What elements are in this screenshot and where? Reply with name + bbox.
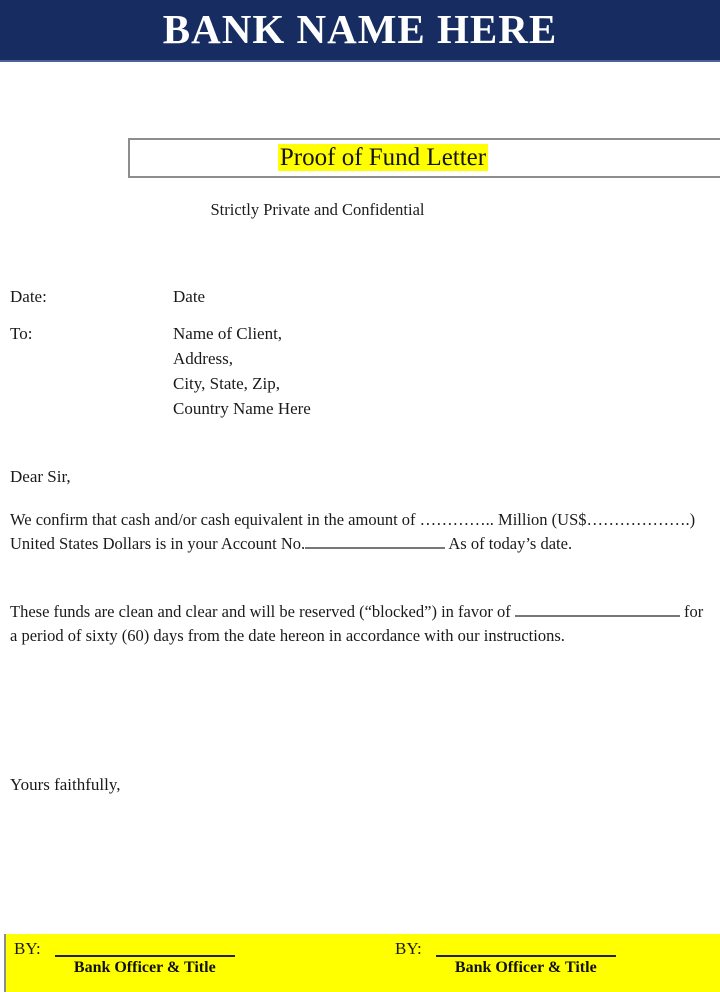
signature-fields-left: [55, 938, 235, 978]
bank-name-heading: BANK NAME HERE: [162, 6, 558, 52]
date-label: Date:: [10, 287, 47, 306]
signature-caption-left: Bank Officer & Title: [73, 959, 216, 976]
closing-salutation: Yours faithfully,: [10, 775, 121, 794]
recipient-address: [173, 321, 510, 421]
signature-row-left: [14, 938, 371, 978]
signature-band: [4, 934, 720, 992]
document-title-inner: [130, 140, 720, 179]
signature-line-left[interactable]: [55, 938, 235, 957]
recipient-row: [10, 321, 510, 421]
confidentiality-notice: Strictly Private and Confidential: [210, 200, 425, 219]
beneficiary-blank-rule: [515, 615, 680, 617]
signature-by-label-left: BY:: [14, 939, 41, 958]
account-number-blank-rule: [305, 547, 445, 549]
signature-line-right[interactable]: [436, 938, 616, 957]
recipient-line-name: Name of Client,: [173, 324, 283, 343]
signature-block-left: [6, 934, 371, 992]
body-paragraph-two: [10, 600, 710, 648]
body-paragraph-one: [10, 508, 710, 556]
document-title-box: [128, 138, 720, 178]
paragraph-two-text: These funds are clean and clear and will be reserved (“blocked”) in favor of: [10, 602, 511, 621]
signature-row-right: [395, 938, 720, 978]
bank-header-banner: [0, 0, 720, 62]
date-value: Date: [173, 287, 206, 306]
to-label: To:: [10, 324, 33, 343]
signature-fields-right: [436, 938, 616, 978]
paragraph-one-text: We confirm that cash and/or cash equivalent in the amount of ………….. Million (US$……………….) United States Dollars is in your Account No.: [10, 510, 696, 553]
recipient-line-city: City, State, Zip,: [173, 374, 281, 393]
signature-block-right: [371, 934, 720, 992]
paragraph-one-text-continued: As of today’s date.: [448, 534, 573, 553]
date-row: [10, 284, 510, 309]
letter-meta-block: [10, 284, 510, 421]
signature-caption-right: Bank Officer & Title: [454, 959, 597, 976]
paragraph-two-text-continued: for a period of sixty (60) days from the date hereon in accordance with our instructions.: [10, 602, 704, 645]
page-title: Proof of Fund Letter: [279, 144, 487, 171]
recipient-line-country: Country Name Here: [173, 399, 311, 418]
signature-by-label-right: BY:: [395, 939, 422, 958]
recipient-line-address: Address,: [173, 349, 233, 368]
salutation: Dear Sir,: [10, 467, 71, 486]
